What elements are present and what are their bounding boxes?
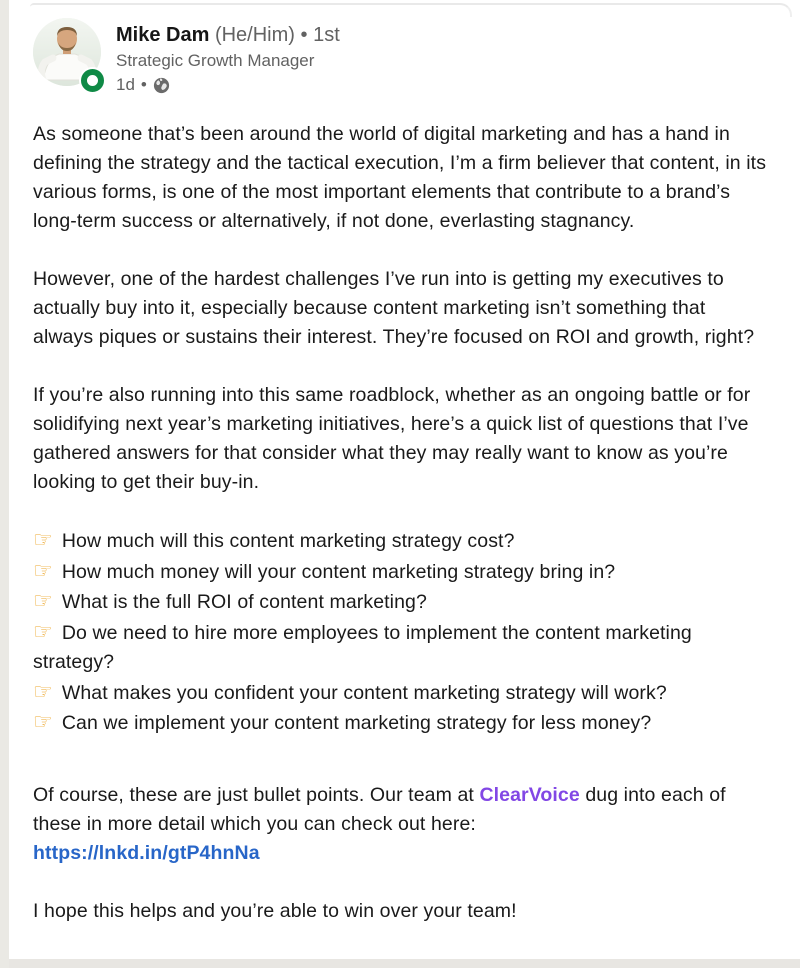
post-meta (116, 73, 340, 97)
post-time: 1d (116, 75, 135, 94)
degree-separator: • (300, 24, 308, 46)
bullet-item (33, 618, 767, 678)
bullet-item (33, 708, 767, 739)
linkedin-post (33, 18, 767, 955)
green-ring-badge (81, 69, 104, 92)
connection-degree: 1st (313, 24, 340, 46)
closing-text-before: Of course, these are just bullet points. Our team at (33, 783, 480, 806)
pointing-right-hand-icon: ☞ (33, 619, 53, 645)
author-name-line (116, 22, 340, 49)
closing-line: I hope this helps and you’re able to win over your team! (33, 899, 517, 922)
window-bottom-edge (9, 959, 800, 968)
post-text (33, 120, 767, 926)
paragraph: As someone that’s been around the world of digital marketing and has a hand in defining the strategy and the tactical execution, I’m a firm believer that content, in its various forms, is one of the most important elements that contribute to a brand’s long-term success or alternatively, if not done, everlasting stagnancy. (33, 123, 767, 232)
pointing-right-hand-icon: ☞ (33, 558, 53, 584)
globe-icon (153, 77, 170, 94)
closing-paragraph (33, 781, 767, 868)
clearvoice-mention-link[interactable]: ClearVoice (479, 783, 580, 806)
bullet-item (33, 587, 767, 618)
pointing-right-hand-icon: ☞ (33, 679, 53, 705)
window-left-edge (0, 0, 9, 968)
card-top-border (30, 3, 792, 17)
bullet-text: Do we need to hire more employees to implement the content marketing strategy? (33, 621, 692, 673)
author-avatar[interactable] (33, 18, 101, 86)
bullet-text: What is the full ROI of content marketing? (61, 591, 427, 613)
bullet-item (33, 678, 767, 709)
pointing-right-hand-icon: ☞ (33, 589, 53, 614)
bullet-text: How much money will your content marketing strategy bring in? (61, 560, 616, 583)
pointing-right-hand-icon: ☞ (33, 710, 53, 735)
closing-text-after: dug into each of these in more detail which you can check out here: (33, 783, 726, 835)
post-header (33, 18, 767, 97)
bullet-text: What makes you confident your content marketing strategy will work? (61, 681, 667, 704)
meta-separator: • (140, 75, 147, 94)
author-name[interactable]: Mike Dam (116, 24, 210, 46)
author-headline: Strategic Growth Manager (116, 51, 315, 70)
bullet-text: Can we implement your content marketing strategy for less money? (61, 712, 652, 734)
bullet-list (33, 526, 767, 739)
author-pronouns: (He/Him) (214, 24, 295, 46)
bullet-item (33, 526, 767, 557)
bullet-text: How much will this content marketing strategy cost? (61, 530, 515, 552)
author-info (116, 18, 340, 97)
pointing-right-hand-icon: ☞ (33, 528, 53, 553)
lnkd-short-link[interactable]: https://lnkd.in/gtP4hnNa (33, 841, 260, 864)
bullet-item (33, 557, 767, 588)
paragraph: If you’re also running into this same roadblock, whether as an ongoing battle or for solidifying next year’s marketing initiatives, here’s a quick list of questions that I’ve gathered answers for that consider what they may really want to know as you’re looking to get their buy-in. (33, 384, 751, 493)
paragraph: However, one of the hardest challenges I’ve run into is getting my executives to actually buy into it, especially because content marketing isn’t something that always piques or sustains their interest. They’re focused on ROI and growth, right? (33, 268, 755, 348)
